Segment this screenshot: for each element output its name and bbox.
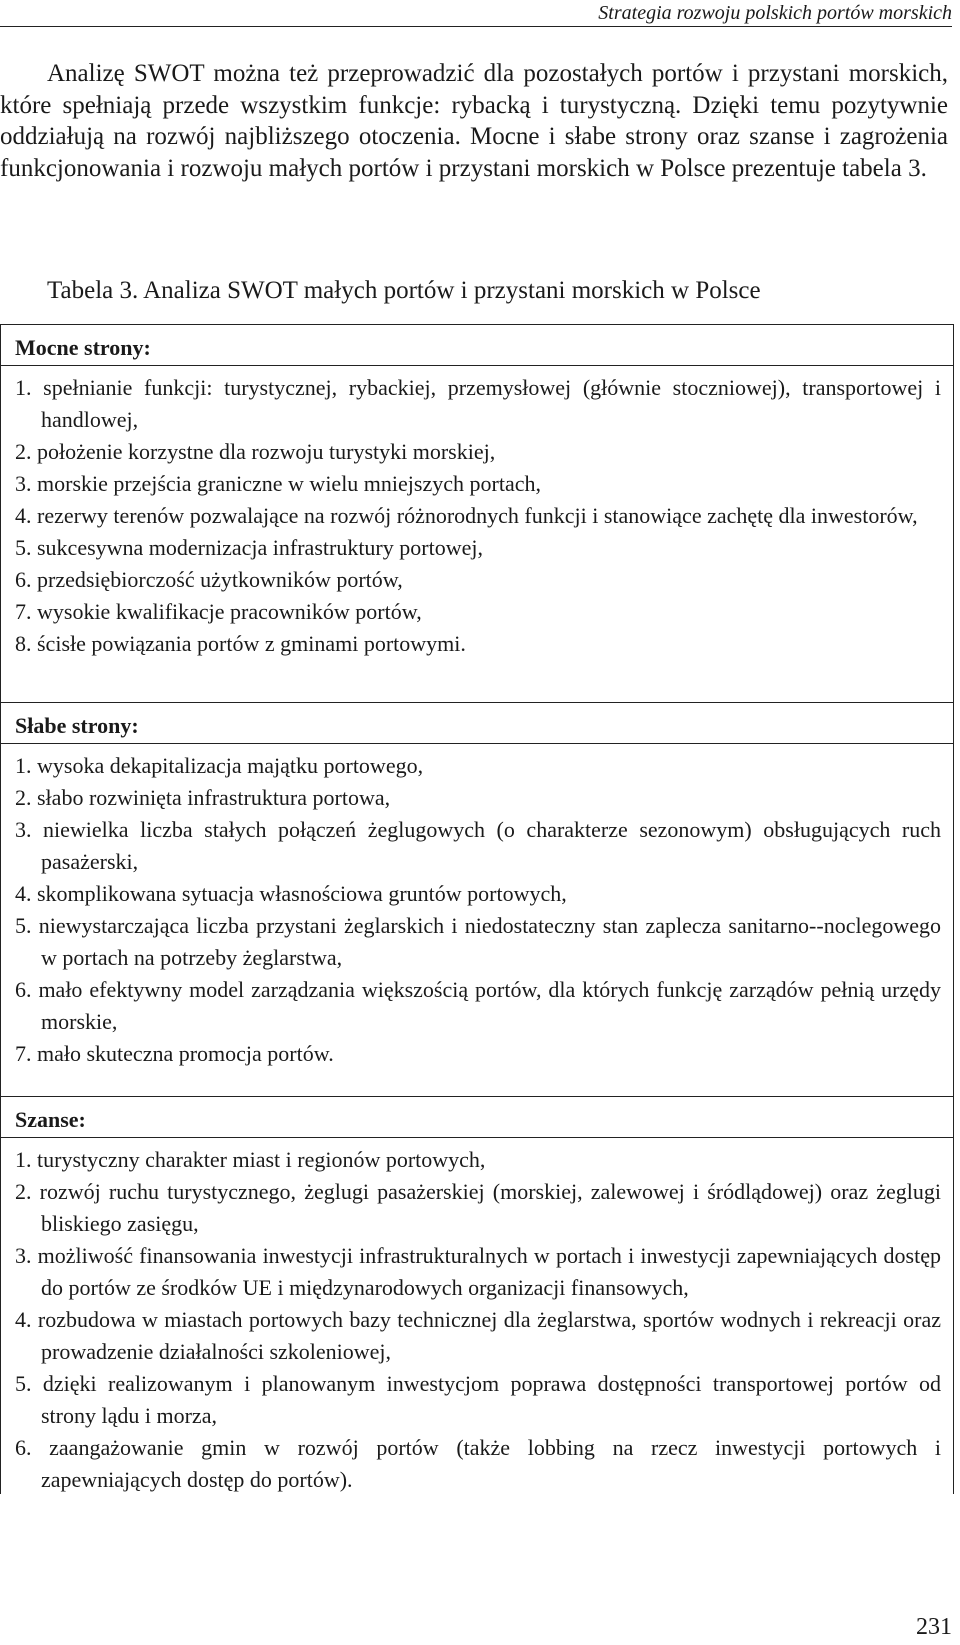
swot-section-weaknesses (1, 702, 953, 1096)
section-items (1, 365, 953, 660)
swot-section-opportunities (1, 1096, 953, 1494)
list-item: 3. morskie przejścia graniczne w wielu mniejszych portach, (15, 471, 541, 496)
list-item: 5. niewystarczająca liczba przystani żeglarskich i niedostateczny stan zaplecza sanitarno--noclegowego w portach na potrzeby żeglarstwa, (15, 913, 941, 970)
section-title: Mocne strony: (15, 335, 151, 360)
swot-table (0, 324, 954, 1494)
list-item: 4. rozbudowa w miastach portowych bazy technicznej dla żeglarstwa, sportów wodnych i rekreacji oraz prowadzenie działalności szkoleniowej, (15, 1307, 941, 1364)
list-item: 1. turystyczny charakter miast i regionów portowych, (15, 1147, 486, 1172)
running-header (0, 0, 952, 27)
section-title: Szanse: (15, 1107, 86, 1132)
intro-paragraph: Analizę SWOT można też przeprowadzić dla pozostałych portów i przystani morskich, które spełniają przede wszystkim funkcje: rybacką i turystyczną. Dzięki temu pozytywnie oddziałują na rozwój najbliższego otoczenia. Mocne i słabe strony oraz szanse i zagrożenia funkcjonowania i rozwoju małych portów i przystani morskich w Polsce prezentuje tabela 3. (0, 60, 948, 182)
list-item: 2. położenie korzystne dla rozwoju turystyki morskiej, (15, 439, 496, 464)
page-number: 231 (916, 1614, 952, 1640)
list-item: 1. wysoka dekapitalizacja majątku portowego, (15, 753, 424, 778)
list-item: 4. rezerwy terenów pozwalające na rozwój różnorodnych funkcji i stanowiące zachętę dla inwestorów, (15, 503, 918, 528)
list-item: 6. mało efektywny model zarządzania większością portów, dla których funkcję zarządów pełnią urzędy morskie, (15, 977, 941, 1034)
list-item: 2. słabo rozwinięta infrastruktura portowa, (15, 785, 391, 810)
list-item: 6. przedsiębiorczość użytkowników portów, (15, 567, 403, 592)
list-item: 7. wysokie kwalifikacje pracowników portów, (15, 599, 422, 624)
list-item: 5. sukcesywna modernizacja infrastruktury portowej, (15, 535, 483, 560)
list-item: 7. mało skuteczna promocja portów. (15, 1041, 334, 1066)
swot-section-strengths (1, 324, 953, 702)
list-item: 2. rozwój ruchu turystycznego, żeglugi pasażerskiej (morskiej, zalewowej i śródlądowej) oraz żeglugi bliskiego zasięgu, (15, 1179, 941, 1236)
section-items (1, 1137, 953, 1496)
running-header-title: Strategia rozwoju polskich portów morskich (598, 2, 952, 24)
list-item: 4. skomplikowana sytuacja własnościowa gruntów portowych, (15, 881, 567, 906)
list-item: 1. spełnianie funkcji: turystycznej, rybackiej, przemysłowej (głównie stoczniowej), transportowej i handlowej, (15, 375, 941, 432)
section-title: Słabe strony: (15, 713, 139, 738)
list-item: 3. możliwość finansowania inwestycji infrastrukturalnych w portach i inwestycji zapewniających dostęp do portów ze środków UE i międzynarodowych organizacji finansowych, (15, 1243, 941, 1300)
list-item: 3. niewielka liczba stałych połączeń żeglugowych (o charakterze sezonowym) obsługujących ruch pasażerski, (15, 817, 941, 874)
list-item: 8. ścisłe powiązania portów z gminami portowymi. (15, 631, 466, 656)
list-item: 6. zaangażowanie gmin w rozwój portów (także lobbing na rzecz inwestycji portowych i zapewniających dostęp do portów). (15, 1435, 941, 1492)
table-caption: Tabela 3. Analiza SWOT małych portów i przystani morskich w Polsce (47, 277, 761, 304)
list-item: 5. dzięki realizowanym i planowanym inwestycjom poprawa dostępności transportowej portów od strony lądu i morza, (15, 1371, 941, 1428)
section-items (1, 743, 953, 1070)
